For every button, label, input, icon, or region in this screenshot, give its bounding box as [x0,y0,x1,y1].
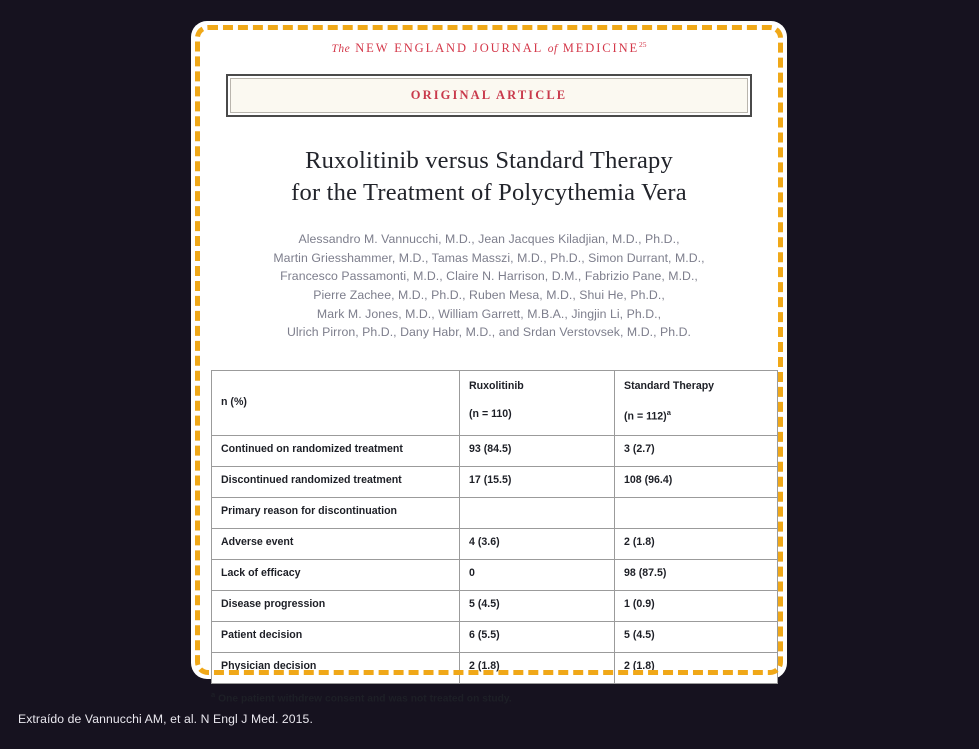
results-table-container [210,370,769,704]
author-line: Martin Griesshammer, M.D., Tamas Masszi, M.D., Ph.D., Simon Durrant, M.D., [273,250,705,265]
table-row [212,559,778,590]
author-list [209,230,769,342]
table-row [212,652,778,683]
table-cell-standard-therapy: 2 (1.8) [615,528,778,559]
article-title-line-1: Ruxolitinib versus Standard Therapy [305,147,673,175]
slide-card [191,21,787,705]
header-standard-therapy [615,370,778,435]
table-cell-label: Continued on randomized treatment [212,435,460,466]
masthead-journal-name-2: MEDICINE [562,41,640,56]
table-cell-standard-therapy: 3 (2.7) [615,435,778,466]
table-row [212,497,778,528]
results-table [211,370,778,684]
results-table-head [212,370,778,435]
table-cell-ruxolitinib: 2 (1.8) [460,652,615,683]
header-standard-therapy-footnote-mark: a [666,407,671,417]
header-standard-therapy-n-text: (n = 112) [624,410,667,423]
table-header-row [212,370,778,435]
table-cell-label: Patient decision [212,621,460,652]
journal-article-page [191,21,787,705]
table-cell-ruxolitinib: 5 (4.5) [460,590,615,621]
header-ruxolitinib-name: Ruxolitinib [469,379,524,392]
author-line: Pierre Zachee, M.D., Ph.D., Ruben Mesa, M.D., Shui He, Ph.D., [313,287,665,302]
source-caption: Extraído de Vannucchi AM, et al. N Engl J Med. 2015. [18,712,313,726]
table-footnote [211,690,768,704]
table-cell-ruxolitinib: 4 (3.6) [460,528,615,559]
original-article-banner-inner [230,78,748,113]
author-line: Alessandro M. Vannucchi, M.D., Jean Jacques Kiladjian, M.D., Ph.D., [298,231,680,246]
original-article-label: ORIGINAL ARTICLE [410,88,568,103]
table-cell-standard-therapy: 98 (87.5) [615,559,778,590]
header-standard-therapy-n [624,408,768,423]
author-line: Ulrich Pirron, Ph.D., Dany Habr, M.D., and Srdan Verstovsek, M.D., Ph.D. [286,325,692,340]
article-title [209,145,769,210]
header-ruxolitinib [460,370,615,435]
table-cell-label: Lack of efficacy [212,559,460,590]
table-cell-standard-therapy: 2 (1.8) [615,652,778,683]
table-footnote-mark: a [211,689,216,699]
results-table-body [212,435,778,683]
article-title-line-2: for the Treatment of Polycythemia Vera [291,179,687,207]
masthead-of: of [547,43,558,56]
masthead-superscript: 25 [639,40,647,49]
table-footnote-text: One patient withdrew consent and was not treated on study. [218,693,512,705]
table-row [212,435,778,466]
table-cell-standard-therapy: 108 (96.4) [615,466,778,497]
original-article-banner [226,74,752,117]
table-cell-ruxolitinib: 0 [460,559,615,590]
table-row [212,528,778,559]
table-row [212,590,778,621]
table-cell-label: Discontinued randomized treatment [212,466,460,497]
table-row [212,466,778,497]
table-cell-ruxolitinib [460,497,615,528]
author-line: Francesco Passamonti, M.D., Claire N. Harrison, D.M., Fabrizio Pane, M.D., [280,269,698,284]
table-cell-ruxolitinib: 17 (15.5) [460,466,615,497]
header-label-text: n (%) [221,395,247,408]
table-cell-standard-therapy: 1 (0.9) [615,590,778,621]
table-cell-standard-therapy: 5 (4.5) [615,621,778,652]
masthead-journal-name: NEW ENGLAND JOURNAL [355,41,543,56]
table-cell-label: Primary reason for discontinuation [212,497,460,528]
table-row [212,621,778,652]
header-standard-therapy-name: Standard Therapy [624,379,715,392]
table-cell-label: Physician decision [212,652,460,683]
table-cell-standard-therapy [615,497,778,528]
author-line: Mark M. Jones, M.D., William Garrett, M.B.A., Jingjin Li, Ph.D., [316,306,662,321]
header-ruxolitinib-n: (n = 110) [469,407,512,420]
masthead-the: The [331,43,351,56]
table-cell-ruxolitinib: 93 (84.5) [460,435,615,466]
table-cell-ruxolitinib: 6 (5.5) [460,621,615,652]
journal-masthead [209,21,769,56]
table-cell-label: Disease progression [212,590,460,621]
table-cell-label: Adverse event [212,528,460,559]
header-label [212,370,460,435]
